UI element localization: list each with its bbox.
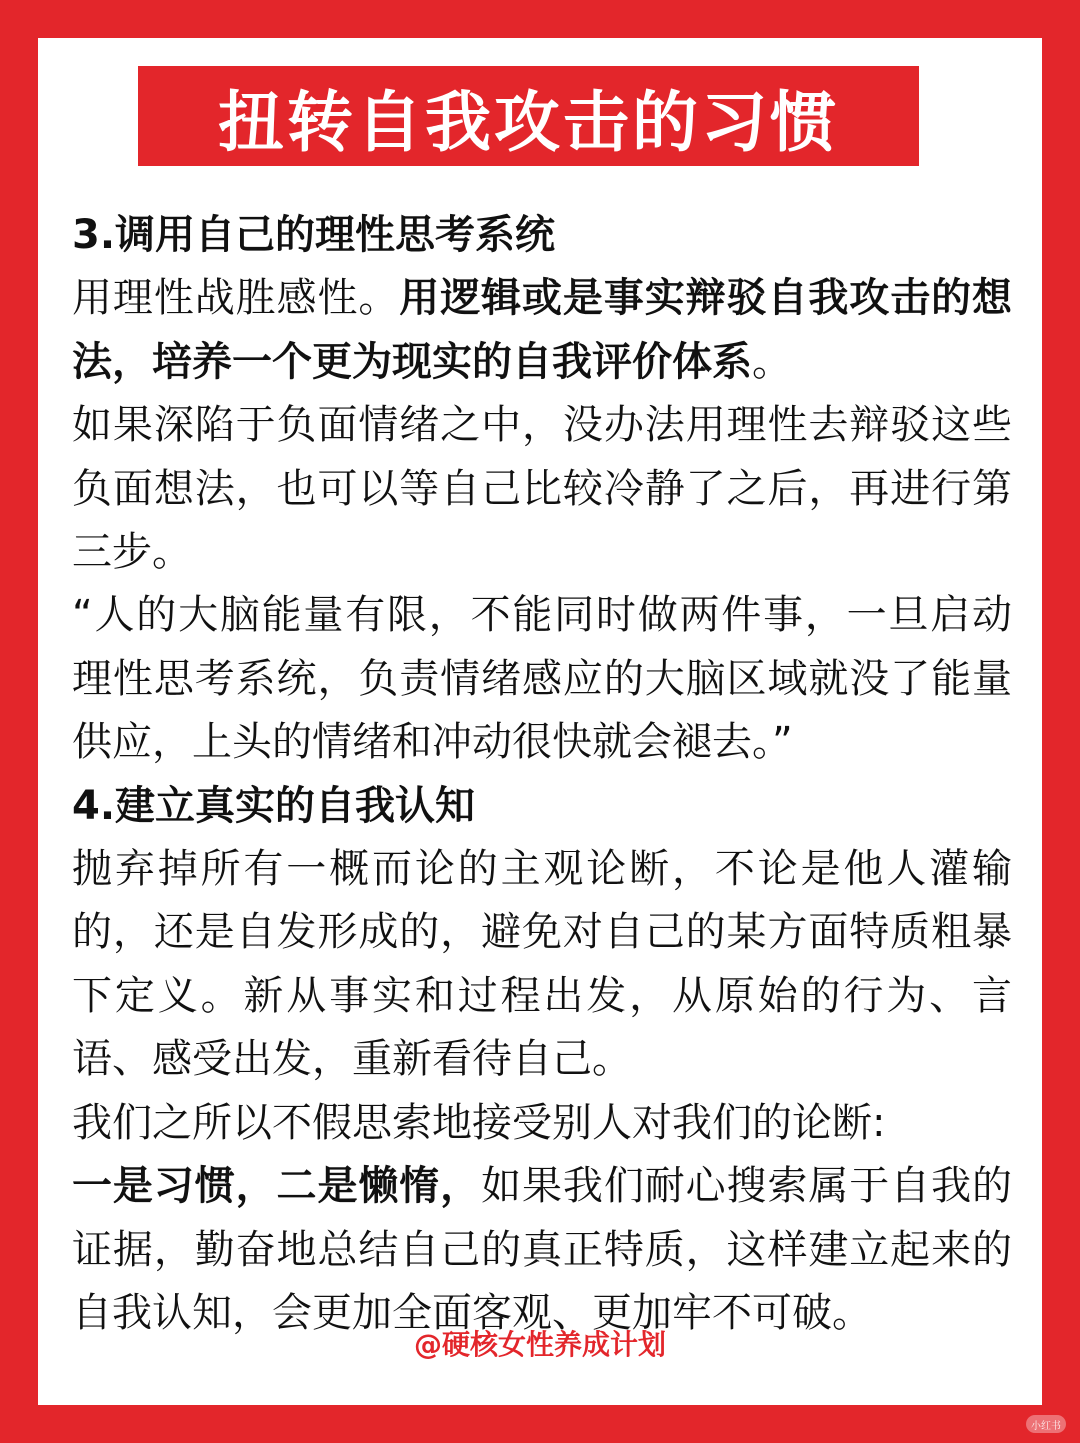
- section-3-paragraph-1: [72, 267, 1012, 394]
- section-heading-3: 3.调用自己的理性思考系统: [72, 212, 556, 258]
- section-3-quote: “人的大脑能量有限，不能同时做两件事，一旦启动理性思考系统，负责情绪感应的大脑区域就没了能量供应，上头的情绪和冲动很快就会褪去。”: [72, 592, 1012, 766]
- platform-logo-icon: 小红书: [1026, 1415, 1066, 1433]
- section-3-p1-bold: 用逻辑或是事实辩驳自我攻击的想法，培养一个更为现实的自我评价体系: [72, 275, 1013, 385]
- section-4-p3-bold: 一是习惯，二是懒惰，: [72, 1163, 482, 1210]
- section-4-p3-normal: 如果我们耐心搜索属于自我的证据，勤奋地总结自己的真正特质，这样建立起来的自我认知，会更加全面客观、更加牢不可破。: [72, 1163, 1013, 1336]
- section-4-paragraph-2: 我们之所以不假思索地接受别人对我们的论断:: [72, 1099, 886, 1146]
- section-4-paragraph-1: 抛弃掉所有一概而论的主观论断，不论是他人灌输的，还是自发形成的，避免对自己的某方面特质粗暴下定义。新从事实和过程出发，从原始的行为、言语、感受出发，重新看待自己。: [72, 846, 1012, 1083]
- page-title: 扭转自我攻击的习惯: [218, 83, 839, 161]
- title-banner: [138, 66, 919, 166]
- article-body: [72, 204, 1012, 1345]
- section-3-p1-normal: 用理性战胜感性。: [72, 275, 400, 322]
- section-heading-4: 4.建立真实的自我认知: [72, 782, 476, 829]
- author-watermark: @硬核女性养成计划: [413, 1328, 666, 1361]
- section-3-p1-end: 。: [752, 338, 792, 385]
- section-3-paragraph-2: 如果深陷于负面情绪之中，没办法用理性去辩驳这些负面想法，也可以等自己比较冷静了之后，再进行第三步。: [72, 402, 1012, 576]
- section-4-paragraph-3: [72, 1155, 1012, 1345]
- content-card: [38, 38, 1042, 1405]
